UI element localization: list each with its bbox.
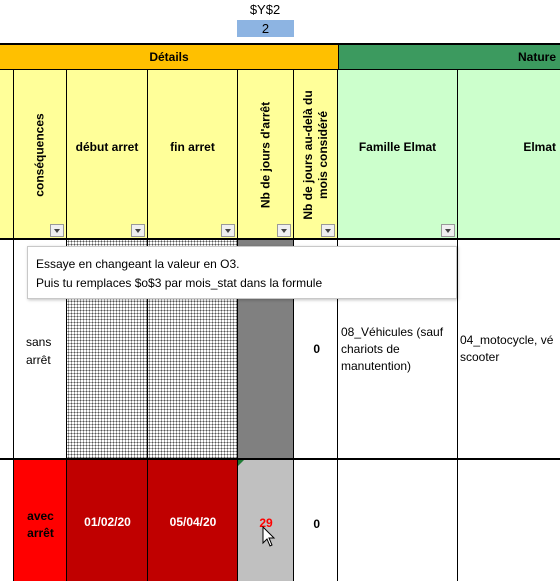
filter-dropdown-icon[interactable] xyxy=(131,224,145,237)
row2-consequence-line2: arrêt xyxy=(27,526,54,540)
reference-label: $Y$2 xyxy=(249,2,281,17)
group-header-details[interactable]: Détails xyxy=(0,43,338,70)
row2-debut-cell[interactable] xyxy=(67,460,148,581)
filter-dropdown-icon[interactable] xyxy=(221,224,235,237)
row2-famille-elmat-cell[interactable] xyxy=(338,460,458,581)
comment-line2: Puis tu remplaces $o$3 par mois_stat dans la formule xyxy=(36,276,323,290)
row1-consequence-text xyxy=(26,333,51,369)
row2-consequence-text xyxy=(14,508,67,542)
header-debut-arret-label: début arret xyxy=(75,140,139,154)
header-debut-arret[interactable] xyxy=(67,70,148,239)
row1-famille-elmat-line3: manutention) xyxy=(341,359,412,373)
filter-dropdown-icon[interactable] xyxy=(321,224,335,237)
header-famille-elmat-label: Famille Elmat xyxy=(358,140,437,154)
row1-elmat-text xyxy=(460,332,553,366)
row2-fin-cell[interactable] xyxy=(148,460,238,581)
row1-famille-elmat-text xyxy=(341,324,443,375)
header-nb-jours-arret-label: Nb de jours d'arrêt xyxy=(258,101,272,208)
row2-debut-value: 01/02/20 xyxy=(84,515,131,529)
row1-consequence-line2: arrêt xyxy=(26,353,51,367)
row1-famille-elmat-line1: 08_Véhicules (sauf xyxy=(341,325,444,339)
comment-line1: Essaye en changeant la valeur en O3. xyxy=(36,257,240,271)
header-fin-arret[interactable] xyxy=(148,70,238,239)
comment-tooltip xyxy=(27,246,457,299)
row2-consequence-line1: avec xyxy=(27,509,54,523)
row1-famille-elmat-line2: chariots de xyxy=(341,342,400,356)
header-fin-arret-label: fin arret xyxy=(170,140,215,154)
row1-elmat-line2: scooter xyxy=(460,350,500,364)
row2-au-dela-cell[interactable] xyxy=(294,460,338,581)
gridline xyxy=(457,240,458,581)
header-nb-jours-au-dela-line2: mois considéré xyxy=(315,110,330,199)
reference-value-cell[interactable]: 2 xyxy=(237,20,294,37)
row1-elmat-line1: 04_motocycle, vé xyxy=(460,333,554,347)
header-nb-jours-au-dela-line1: Nb de jours au-delà du xyxy=(300,89,315,220)
row2-nb-jours-value: 29 xyxy=(259,516,273,530)
row1-elmat-cell[interactable] xyxy=(458,240,560,459)
header-consequences[interactable] xyxy=(14,70,67,239)
row1-consequence-line1: sans xyxy=(26,335,52,349)
filter-dropdown-icon[interactable] xyxy=(441,224,455,237)
filter-dropdown-icon[interactable] xyxy=(50,224,64,237)
row1-au-dela-value: 0 xyxy=(313,342,320,356)
mouse-cursor-icon xyxy=(262,526,276,548)
gridline xyxy=(13,240,14,581)
header-elmat[interactable] xyxy=(458,70,560,239)
row2-nb-jours-cell[interactable] xyxy=(238,460,294,581)
header-elmat-label: Elmat xyxy=(523,140,556,154)
comment-indicator-icon xyxy=(238,460,244,466)
row2-consequence-cell[interactable] xyxy=(14,460,67,581)
filter-dropdown-icon[interactable] xyxy=(277,224,291,237)
header-cell-left-partial[interactable] xyxy=(0,70,14,239)
header-consequences-label: conséquences xyxy=(32,112,47,197)
header-nb-jours-arret[interactable] xyxy=(238,70,294,239)
row2-elmat-cell[interactable] xyxy=(458,460,560,581)
row2-fin-value: 05/04/20 xyxy=(169,515,217,529)
header-nb-jours-au-dela[interactable] xyxy=(294,70,338,239)
header-nb-jours-au-dela-label xyxy=(301,90,331,219)
row2-au-dela-value: 0 xyxy=(313,517,320,531)
header-famille-elmat[interactable] xyxy=(338,70,458,239)
group-header-nature[interactable]: Nature xyxy=(338,43,560,70)
